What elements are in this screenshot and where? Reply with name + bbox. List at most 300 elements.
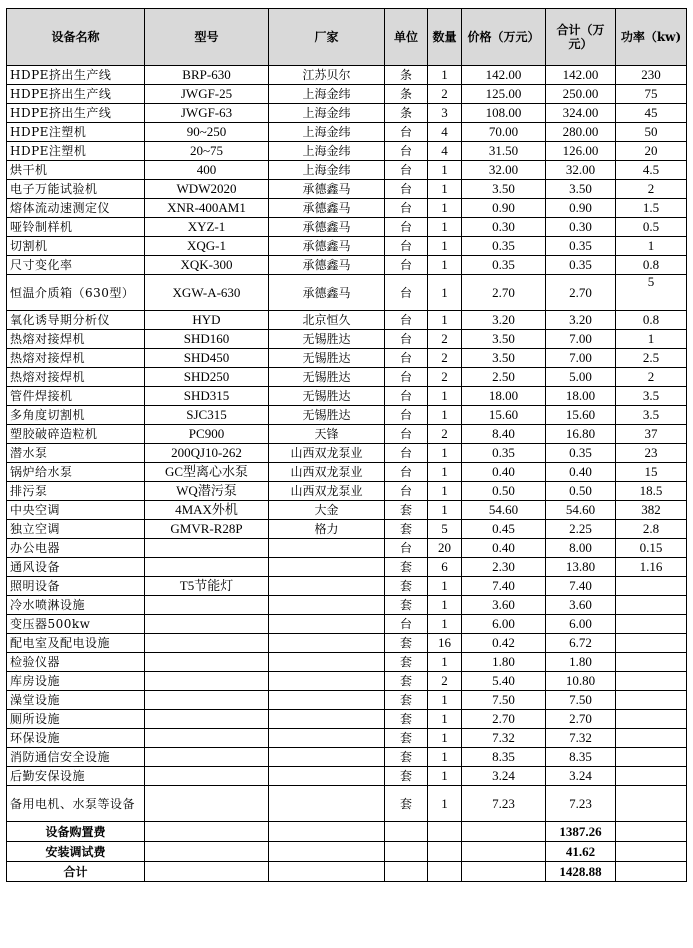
cell-model xyxy=(145,691,269,710)
cell-qty: 1 xyxy=(428,463,462,482)
cell-unit: 套 xyxy=(385,691,428,710)
cell-unit: 条 xyxy=(385,85,428,104)
cell-qty: 1 xyxy=(428,767,462,786)
cell-maker: 上海金纬 xyxy=(269,142,385,161)
table-row xyxy=(7,104,687,123)
cell-qty: 2 xyxy=(428,368,462,387)
cell-model xyxy=(145,729,269,748)
cell-total: 8.35 xyxy=(546,748,616,767)
cell-qty: 1 xyxy=(428,710,462,729)
summary-empty-cell xyxy=(385,842,428,862)
cell-maker: 江苏贝尔 xyxy=(269,66,385,85)
cell-price: 2.70 xyxy=(462,275,546,311)
cell-price: 32.00 xyxy=(462,161,546,180)
cell-qty: 1 xyxy=(428,653,462,672)
cell-name: 厕所设施 xyxy=(7,710,145,729)
cell-model: 400 xyxy=(145,161,269,180)
cell-price: 3.50 xyxy=(462,180,546,199)
cell-maker: 上海金纬 xyxy=(269,123,385,142)
cell-price: 108.00 xyxy=(462,104,546,123)
cell-model: XGW-A-630 xyxy=(145,275,269,311)
cell-total: 54.60 xyxy=(546,501,616,520)
cell-price: 0.35 xyxy=(462,256,546,275)
cell-total: 0.30 xyxy=(546,218,616,237)
cell-model: WDW2020 xyxy=(145,180,269,199)
summary-empty-cell xyxy=(269,862,385,882)
cell-power xyxy=(616,653,687,672)
cell-unit: 台 xyxy=(385,425,428,444)
cell-power: 0.15 xyxy=(616,539,687,558)
table-row xyxy=(7,634,687,653)
summary-value: 41.62 xyxy=(546,842,616,862)
table-row xyxy=(7,218,687,237)
cell-maker: 山西双龙泵业 xyxy=(269,444,385,463)
cell-name: 备用电机、水泵等设备 xyxy=(7,786,145,822)
cell-unit: 台 xyxy=(385,406,428,425)
cell-unit: 套 xyxy=(385,672,428,691)
cell-maker: 承德鑫马 xyxy=(269,275,385,311)
table-row xyxy=(7,311,687,330)
cell-model: 200QJ10-262 xyxy=(145,444,269,463)
cell-power xyxy=(616,596,687,615)
cell-power: 230 xyxy=(616,66,687,85)
table-row xyxy=(7,85,687,104)
header-price: 价格（万元） xyxy=(462,9,546,66)
table-row xyxy=(7,444,687,463)
cell-qty: 3 xyxy=(428,104,462,123)
cell-qty: 16 xyxy=(428,634,462,653)
cell-unit: 套 xyxy=(385,596,428,615)
summary-value: 1428.88 xyxy=(546,862,616,882)
cell-maker: 承德鑫马 xyxy=(269,256,385,275)
cell-qty: 1 xyxy=(428,786,462,822)
cell-name: 电子万能试验机 xyxy=(7,180,145,199)
cell-total: 7.40 xyxy=(546,577,616,596)
cell-total: 0.35 xyxy=(546,237,616,256)
table-row xyxy=(7,66,687,85)
cell-model xyxy=(145,653,269,672)
cell-qty: 1 xyxy=(428,615,462,634)
cell-name: 环保设施 xyxy=(7,729,145,748)
cell-name: 氧化诱导期分析仪 xyxy=(7,311,145,330)
cell-price: 18.00 xyxy=(462,387,546,406)
cell-power: 20 xyxy=(616,142,687,161)
cell-name: 独立空调 xyxy=(7,520,145,539)
table-row xyxy=(7,237,687,256)
table-row xyxy=(7,387,687,406)
cell-qty: 1 xyxy=(428,482,462,501)
cell-qty: 2 xyxy=(428,85,462,104)
cell-name: 尺寸变化率 xyxy=(7,256,145,275)
summary-empty-cell xyxy=(145,862,269,882)
cell-power xyxy=(616,729,687,748)
cell-unit: 套 xyxy=(385,710,428,729)
cell-power xyxy=(616,577,687,596)
cell-name: 熔体流动速测定仪 xyxy=(7,199,145,218)
cell-qty: 1 xyxy=(428,237,462,256)
cell-name: 冷水喷淋设施 xyxy=(7,596,145,615)
cell-maker xyxy=(269,653,385,672)
cell-unit: 台 xyxy=(385,482,428,501)
cell-total: 0.35 xyxy=(546,444,616,463)
table-row xyxy=(7,691,687,710)
table-row xyxy=(7,767,687,786)
cell-price: 2.70 xyxy=(462,710,546,729)
cell-qty: 1 xyxy=(428,275,462,311)
cell-total: 2.70 xyxy=(546,275,616,311)
summary-empty-cell xyxy=(428,822,462,842)
cell-name: 热熔对接焊机 xyxy=(7,330,145,349)
cell-price: 125.00 xyxy=(462,85,546,104)
cell-qty: 1 xyxy=(428,577,462,596)
cell-qty: 1 xyxy=(428,311,462,330)
cell-model: 4MAX外机 xyxy=(145,501,269,520)
cell-model xyxy=(145,672,269,691)
cell-price: 54.60 xyxy=(462,501,546,520)
cell-power: 15 xyxy=(616,463,687,482)
cell-power: 3.5 xyxy=(616,406,687,425)
cell-maker xyxy=(269,767,385,786)
cell-price: 3.60 xyxy=(462,596,546,615)
table-row xyxy=(7,577,687,596)
cell-total: 32.00 xyxy=(546,161,616,180)
cell-unit: 台 xyxy=(385,123,428,142)
table-row xyxy=(7,748,687,767)
cell-price: 2.30 xyxy=(462,558,546,577)
cell-model xyxy=(145,767,269,786)
cell-total: 324.00 xyxy=(546,104,616,123)
summary-empty-cell xyxy=(428,862,462,882)
summary-label: 设备购置费 xyxy=(7,822,145,842)
cell-name: 澡堂设施 xyxy=(7,691,145,710)
cell-power: 1.16 xyxy=(616,558,687,577)
cell-total: 3.24 xyxy=(546,767,616,786)
cell-maker: 山西双龙泵业 xyxy=(269,463,385,482)
cell-qty: 5 xyxy=(428,520,462,539)
cell-name: HDPE注塑机 xyxy=(7,142,145,161)
cell-power: 0.5 xyxy=(616,218,687,237)
cell-maker xyxy=(269,539,385,558)
table-row xyxy=(7,596,687,615)
cell-price: 0.40 xyxy=(462,539,546,558)
cell-price: 7.40 xyxy=(462,577,546,596)
cell-unit: 台 xyxy=(385,180,428,199)
summary-empty-cell xyxy=(462,862,546,882)
cell-name: 中央空调 xyxy=(7,501,145,520)
cell-name: 办公电器 xyxy=(7,539,145,558)
cell-model xyxy=(145,634,269,653)
cell-maker xyxy=(269,691,385,710)
cell-model: PC900 xyxy=(145,425,269,444)
cell-qty: 1 xyxy=(428,501,462,520)
cell-total: 3.60 xyxy=(546,596,616,615)
cell-maker: 无锡胜达 xyxy=(269,349,385,368)
cell-model: JWGF-63 xyxy=(145,104,269,123)
cell-price: 7.50 xyxy=(462,691,546,710)
cell-name: HDPE注塑机 xyxy=(7,123,145,142)
cell-unit: 套 xyxy=(385,501,428,520)
cell-model: XYZ-1 xyxy=(145,218,269,237)
summary-empty-cell xyxy=(269,842,385,862)
cell-unit: 套 xyxy=(385,634,428,653)
cell-model xyxy=(145,539,269,558)
header-qty: 数量 xyxy=(428,9,462,66)
cell-model: T5节能灯 xyxy=(145,577,269,596)
cell-total: 6.00 xyxy=(546,615,616,634)
cell-name: 烘干机 xyxy=(7,161,145,180)
cell-maker: 无锡胜达 xyxy=(269,406,385,425)
summary-empty-cell xyxy=(145,842,269,862)
cell-model: WQ潜污泵 xyxy=(145,482,269,501)
cell-power: 23 xyxy=(616,444,687,463)
summary-row xyxy=(7,822,687,842)
cell-total: 18.00 xyxy=(546,387,616,406)
cell-total: 16.80 xyxy=(546,425,616,444)
cell-power: 45 xyxy=(616,104,687,123)
cell-qty: 2 xyxy=(428,672,462,691)
cell-unit: 台 xyxy=(385,330,428,349)
cell-maker: 天锋 xyxy=(269,425,385,444)
cell-model: HYD xyxy=(145,311,269,330)
table-row xyxy=(7,520,687,539)
cell-name: 热熔对接焊机 xyxy=(7,349,145,368)
cell-qty: 4 xyxy=(428,123,462,142)
cell-name: 库房设施 xyxy=(7,672,145,691)
cell-name: 哑铃制样机 xyxy=(7,218,145,237)
summary-empty-cell xyxy=(462,842,546,862)
cell-power: 3.5 xyxy=(616,387,687,406)
cell-price: 0.35 xyxy=(462,444,546,463)
equipment-table xyxy=(6,8,687,882)
cell-maker xyxy=(269,729,385,748)
cell-total: 0.50 xyxy=(546,482,616,501)
cell-name: 恒温介质箱（630型） xyxy=(7,275,145,311)
summary-label: 安装调试费 xyxy=(7,842,145,862)
cell-model xyxy=(145,748,269,767)
cell-unit: 套 xyxy=(385,786,428,822)
cell-model: GC型离心水泵 xyxy=(145,463,269,482)
cell-name: 后勤安保设施 xyxy=(7,767,145,786)
cell-name: 消防通信安全设施 xyxy=(7,748,145,767)
cell-name: 锅炉给水泵 xyxy=(7,463,145,482)
header-name: 设备名称 xyxy=(7,9,145,66)
cell-name: 热熔对接焊机 xyxy=(7,368,145,387)
cell-power: 2 xyxy=(616,368,687,387)
cell-name: 排污泵 xyxy=(7,482,145,501)
cell-unit: 套 xyxy=(385,767,428,786)
cell-maker: 上海金纬 xyxy=(269,85,385,104)
cell-power: 5 xyxy=(616,275,687,311)
table-row xyxy=(7,142,687,161)
cell-qty: 1 xyxy=(428,256,462,275)
table-row xyxy=(7,123,687,142)
cell-maker: 山西双龙泵业 xyxy=(269,482,385,501)
table-row xyxy=(7,161,687,180)
cell-name: 切割机 xyxy=(7,237,145,256)
cell-price: 0.50 xyxy=(462,482,546,501)
summary-empty-cell xyxy=(385,822,428,842)
cell-name: 潜水泵 xyxy=(7,444,145,463)
cell-power xyxy=(616,748,687,767)
cell-maker xyxy=(269,786,385,822)
summary-empty-cell xyxy=(616,822,687,842)
cell-unit: 台 xyxy=(385,463,428,482)
cell-name: 检验仪器 xyxy=(7,653,145,672)
cell-power: 0.8 xyxy=(616,311,687,330)
cell-name: 塑胶破碎造粒机 xyxy=(7,425,145,444)
table-row xyxy=(7,710,687,729)
cell-model: XNR-400AM1 xyxy=(145,199,269,218)
cell-unit: 台 xyxy=(385,199,428,218)
cell-power xyxy=(616,710,687,729)
table-row xyxy=(7,653,687,672)
cell-power: 2.5 xyxy=(616,349,687,368)
cell-power: 382 xyxy=(616,501,687,520)
summary-empty-cell xyxy=(145,822,269,842)
cell-power: 0.8 xyxy=(616,256,687,275)
cell-power: 1 xyxy=(616,330,687,349)
cell-price: 3.50 xyxy=(462,349,546,368)
cell-model: XQK-300 xyxy=(145,256,269,275)
table-row xyxy=(7,256,687,275)
summary-empty-cell xyxy=(616,862,687,882)
cell-maker xyxy=(269,748,385,767)
cell-price: 2.50 xyxy=(462,368,546,387)
cell-unit: 台 xyxy=(385,275,428,311)
table-body xyxy=(7,66,687,882)
cell-maker: 承德鑫马 xyxy=(269,218,385,237)
cell-name: HDPE挤出生产线 xyxy=(7,66,145,85)
summary-row xyxy=(7,842,687,862)
cell-total: 13.80 xyxy=(546,558,616,577)
cell-unit: 套 xyxy=(385,748,428,767)
summary-empty-cell xyxy=(428,842,462,862)
cell-unit: 台 xyxy=(385,539,428,558)
cell-name: 变压器500kw xyxy=(7,615,145,634)
cell-maker: 上海金纬 xyxy=(269,104,385,123)
cell-total: 1.80 xyxy=(546,653,616,672)
cell-maker: 北京恒久 xyxy=(269,311,385,330)
cell-total: 0.35 xyxy=(546,256,616,275)
cell-maker: 大金 xyxy=(269,501,385,520)
table-row xyxy=(7,199,687,218)
cell-unit: 台 xyxy=(385,444,428,463)
cell-power: 37 xyxy=(616,425,687,444)
cell-qty: 2 xyxy=(428,425,462,444)
cell-maker: 无锡胜达 xyxy=(269,368,385,387)
cell-power: 2.8 xyxy=(616,520,687,539)
table-row xyxy=(7,330,687,349)
cell-price: 5.40 xyxy=(462,672,546,691)
table-row xyxy=(7,482,687,501)
cell-unit: 台 xyxy=(385,218,428,237)
cell-total: 15.60 xyxy=(546,406,616,425)
cell-qty: 1 xyxy=(428,444,462,463)
cell-power: 2 xyxy=(616,180,687,199)
cell-price: 0.40 xyxy=(462,463,546,482)
cell-maker xyxy=(269,615,385,634)
cell-name: 管件焊接机 xyxy=(7,387,145,406)
cell-power: 1 xyxy=(616,237,687,256)
cell-price: 3.20 xyxy=(462,311,546,330)
cell-maker: 格力 xyxy=(269,520,385,539)
cell-unit: 台 xyxy=(385,237,428,256)
cell-maker xyxy=(269,558,385,577)
header-unit: 单位 xyxy=(385,9,428,66)
table-row xyxy=(7,558,687,577)
cell-unit: 套 xyxy=(385,558,428,577)
cell-qty: 1 xyxy=(428,66,462,85)
cell-total: 7.50 xyxy=(546,691,616,710)
cell-total: 250.00 xyxy=(546,85,616,104)
cell-price: 15.60 xyxy=(462,406,546,425)
summary-empty-cell xyxy=(616,842,687,862)
cell-qty: 1 xyxy=(428,199,462,218)
cell-unit: 台 xyxy=(385,368,428,387)
cell-name: 照明设备 xyxy=(7,577,145,596)
cell-price: 31.50 xyxy=(462,142,546,161)
header-total: 合计（万元） xyxy=(546,9,616,66)
cell-price: 0.45 xyxy=(462,520,546,539)
cell-qty: 1 xyxy=(428,387,462,406)
cell-price: 6.00 xyxy=(462,615,546,634)
header-maker: 厂家 xyxy=(269,9,385,66)
cell-model xyxy=(145,786,269,822)
table-row xyxy=(7,615,687,634)
cell-power: 75 xyxy=(616,85,687,104)
cell-qty: 2 xyxy=(428,330,462,349)
cell-total: 280.00 xyxy=(546,123,616,142)
cell-price: 0.35 xyxy=(462,237,546,256)
cell-name: 多角度切割机 xyxy=(7,406,145,425)
cell-power xyxy=(616,615,687,634)
cell-qty: 1 xyxy=(428,180,462,199)
cell-maker xyxy=(269,672,385,691)
summary-row xyxy=(7,862,687,882)
cell-model: 90~250 xyxy=(145,123,269,142)
cell-qty: 1 xyxy=(428,161,462,180)
cell-model: BRP-630 xyxy=(145,66,269,85)
cell-unit: 台 xyxy=(385,387,428,406)
summary-empty-cell xyxy=(462,822,546,842)
cell-maker xyxy=(269,596,385,615)
summary-empty-cell xyxy=(385,862,428,882)
cell-power: 18.5 xyxy=(616,482,687,501)
cell-total: 8.00 xyxy=(546,539,616,558)
table-row xyxy=(7,729,687,748)
cell-maker: 承德鑫马 xyxy=(269,237,385,256)
cell-model: SHD315 xyxy=(145,387,269,406)
cell-total: 3.50 xyxy=(546,180,616,199)
cell-unit: 套 xyxy=(385,653,428,672)
cell-qty: 4 xyxy=(428,142,462,161)
table-row xyxy=(7,349,687,368)
cell-price: 0.42 xyxy=(462,634,546,653)
cell-total: 0.90 xyxy=(546,199,616,218)
table-row xyxy=(7,180,687,199)
cell-name: 配电室及配电设施 xyxy=(7,634,145,653)
table-row xyxy=(7,539,687,558)
cell-price: 142.00 xyxy=(462,66,546,85)
cell-unit: 套 xyxy=(385,577,428,596)
cell-total: 7.32 xyxy=(546,729,616,748)
cell-price: 7.32 xyxy=(462,729,546,748)
cell-maker: 上海金纬 xyxy=(269,161,385,180)
summary-empty-cell xyxy=(269,822,385,842)
cell-total: 126.00 xyxy=(546,142,616,161)
cell-unit: 台 xyxy=(385,256,428,275)
table-row xyxy=(7,672,687,691)
